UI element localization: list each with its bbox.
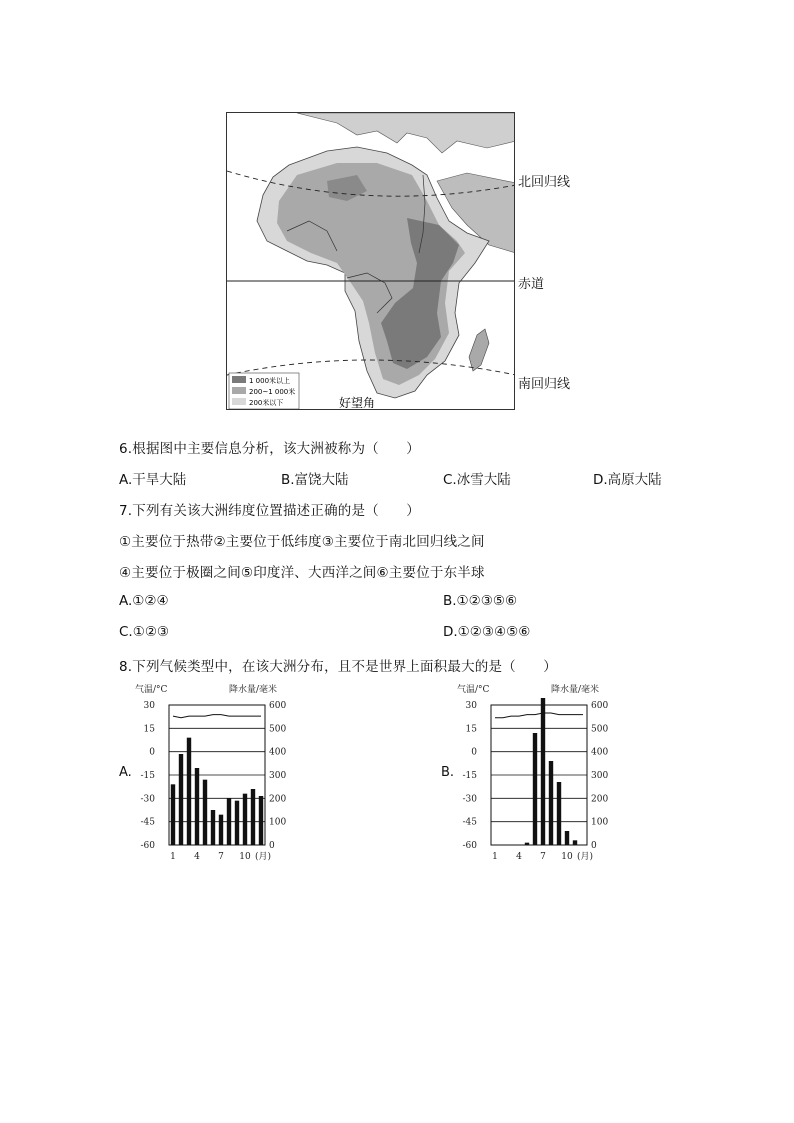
chart-b-precip-bar (549, 761, 553, 845)
q7-stem: 7.下列有关该大洲纬度位置描述正确的是（ ） (119, 503, 420, 519)
legend-swatch-mid (232, 387, 246, 394)
chart-b-month-tick: 4 (516, 852, 522, 862)
map-legend (229, 373, 299, 409)
chart-a-ylabel-right: 降水量/毫米 (229, 685, 278, 695)
cape-label: 好望角 (339, 396, 376, 410)
q7-option-b[interactable]: B.①②③⑤⑥ (443, 593, 518, 609)
legend-label-mid: 200~1 000米 (249, 388, 296, 396)
chart-a-precip-tick: 500 (269, 724, 287, 735)
chart-b-precip-bar (533, 733, 537, 845)
legend-swatch-high (232, 376, 246, 383)
chart-a-temp-tick: 0 (149, 747, 155, 758)
chart-a-precip-tick: 300 (269, 771, 287, 781)
q6-option-c[interactable]: C.冰雪大陆 (443, 472, 511, 488)
chart-a-precip-tick: 100 (269, 817, 287, 828)
tropic-of-capricorn-label: 南回归线 (518, 377, 571, 392)
chart-b-temp-tick: -60 (462, 841, 477, 851)
chart-a-precip-tick: 600 (269, 701, 287, 711)
chart-a-precip-bar (187, 738, 191, 845)
legend-swatch-low (232, 398, 246, 405)
chart-b-temp-tick: 15 (465, 724, 477, 735)
legend-label-low: 200米以下 (249, 399, 284, 407)
legend-label-high: 1 000米以上 (249, 377, 291, 385)
chart-b-temp-tick: -45 (462, 817, 477, 828)
chart-a-precip-bar (195, 768, 199, 845)
climate-chart-a-svg (133, 680, 293, 865)
chart-b-precip-bar (541, 698, 545, 845)
chart-b-precip-tick: 600 (591, 701, 609, 711)
tropic-of-cancer-label: 北回归线 (518, 175, 571, 190)
chart-b-precip-tick: 500 (591, 724, 609, 735)
chart-b-month-tick: 7 (540, 852, 546, 862)
q8-option-b-letter[interactable]: B. (441, 765, 455, 780)
chart-a-precip-bar (251, 789, 255, 845)
chart-b-temp-tick: -30 (462, 794, 477, 805)
africa-map (226, 112, 515, 410)
chart-a-month-tick: 1 (170, 852, 176, 862)
chart-b-temp-line (495, 713, 583, 718)
chart-b-precip-bar (573, 840, 577, 845)
chart-a-precip-bar (235, 801, 239, 845)
climate-chart-b-svg (455, 680, 615, 865)
chart-b-ylabel-right: 降水量/毫米 (551, 685, 600, 695)
climate-chart-b[interactable] (455, 680, 615, 869)
q6-option-a[interactable]: A.干旱大陆 (119, 472, 187, 488)
q7-statements-1: ①主要位于热带②主要位于低纬度③主要位于南北回归线之间 (119, 534, 485, 550)
chart-a-precip-bar (227, 798, 231, 845)
q8-option-a-letter[interactable]: A. (119, 765, 132, 780)
chart-a-xlabel: (月) (255, 852, 272, 862)
q7-statements-2: ④主要位于极圈之间⑤印度洋、大西洋之间⑥主要位于东半球 (119, 565, 485, 581)
madagascar (469, 329, 489, 371)
chart-b-month-tick: 1 (492, 852, 498, 862)
chart-a-temp-tick: 30 (143, 701, 155, 711)
chart-b-precip-bar (525, 843, 529, 845)
chart-b-ylabel-left: 气温/°C (457, 685, 490, 695)
q7-option-d[interactable]: D.①②③④⑤⑥ (443, 624, 531, 640)
chart-a-precip-tick: 400 (269, 747, 287, 758)
chart-a-temp-tick: -30 (140, 794, 155, 805)
chart-b-precip-tick: 0 (591, 841, 597, 851)
chart-a-temp-tick: -45 (140, 817, 155, 828)
equator-label: 赤道 (518, 277, 545, 292)
chart-b-precip-bar (565, 831, 569, 845)
climate-chart-a[interactable] (133, 680, 293, 869)
chart-b-precip-tick: 400 (591, 747, 609, 758)
q8-stem: 8.下列气候类型中，在该大洲分布，且不是世界上面积最大的是（ ） (119, 659, 557, 675)
q6-option-b[interactable]: B.富饶大陆 (281, 472, 349, 488)
chart-a-temp-tick: 15 (143, 724, 155, 735)
africa-map-drawing (227, 113, 515, 410)
q6-stem: 6.根据图中主要信息分析，该大洲被称为（ ） (119, 441, 420, 457)
chart-b-temp-tick: 0 (471, 747, 477, 758)
q7-option-a[interactable]: A.①②④ (119, 593, 169, 609)
chart-a-precip-bar (219, 815, 223, 845)
chart-a-precip-bar (179, 754, 183, 845)
chart-a-precip-tick: 200 (269, 794, 287, 805)
chart-a-ylabel-left: 气温/°C (135, 685, 168, 695)
chart-a-temp-line (173, 715, 261, 718)
chart-a-month-tick: 4 (194, 852, 200, 862)
chart-b-xlabel: (月) (577, 852, 594, 862)
chart-a-temp-tick: -60 (140, 841, 155, 851)
chart-b-precip-bar (557, 782, 561, 845)
chart-a-precip-bar (243, 794, 247, 845)
chart-a-temp-tick: -15 (140, 771, 155, 781)
chart-a-precip-bar (203, 780, 207, 845)
chart-a-month-tick: 10 (239, 852, 251, 862)
chart-a-precip-bar (171, 784, 175, 845)
chart-b-precip-tick: 200 (591, 794, 609, 805)
chart-a-month-tick: 7 (218, 852, 224, 862)
chart-b-precip-tick: 300 (591, 771, 609, 781)
chart-b-month-tick: 10 (561, 852, 573, 862)
chart-b-temp-tick: 30 (465, 701, 477, 711)
europe-coast (297, 113, 515, 153)
chart-b-precip-tick: 100 (591, 817, 609, 828)
chart-a-precip-tick: 0 (269, 841, 275, 851)
chart-a-precip-bar (259, 796, 263, 845)
q6-option-d[interactable]: D.高原大陆 (593, 472, 662, 488)
chart-a-precip-bar (211, 810, 215, 845)
chart-b-temp-tick: -15 (462, 771, 477, 781)
q7-option-c[interactable]: C.①②③ (119, 624, 170, 640)
